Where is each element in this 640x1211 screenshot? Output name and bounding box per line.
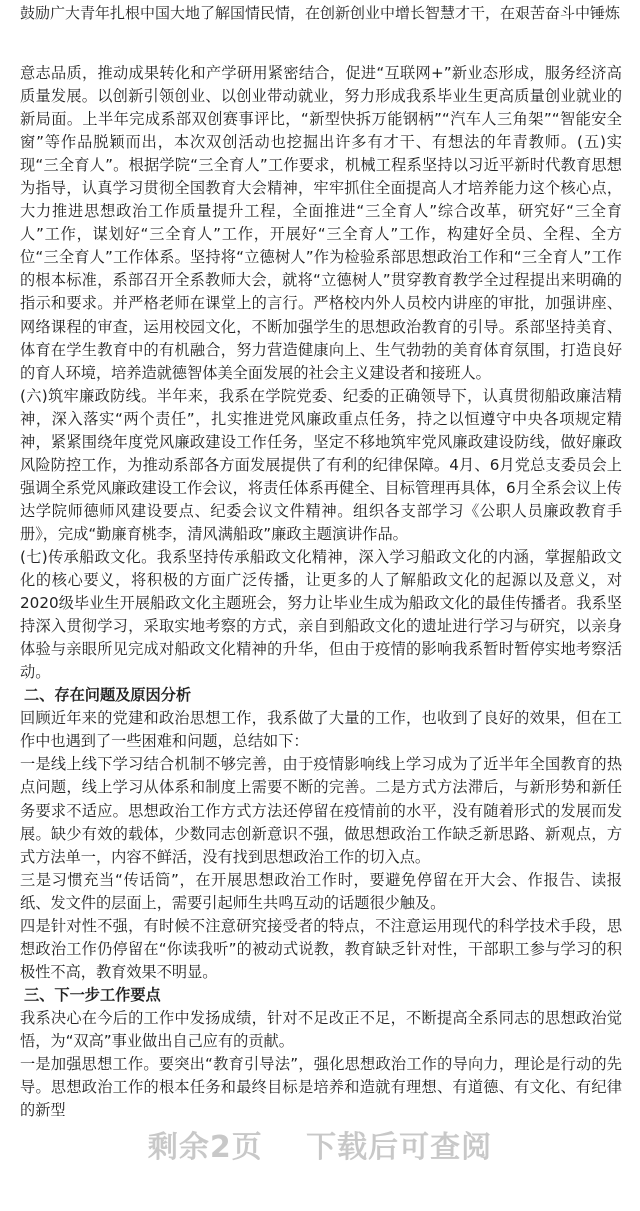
download-hint-label: 下载后可查阅 bbox=[306, 1130, 493, 1165]
document-body bbox=[0, 62, 640, 1122]
paragraph-review-intro: 回顾近年来的党建和政治思想工作，我系做了大量的工作，也收到了良好的效果，但在工作中也遇到了一些困难和问题，总结如下： bbox=[20, 709, 622, 751]
paragraph-shipbuilding-culture: (七)传承船政文化。我系坚持传承船政文化精神，深入学习船政文化的内涵，掌握船政文化的核心要义，将积极的方面广泛传播，让更多的人了解船政文化的起源以及意义，对2020级毕业生开展船政文化主题班会，努力让毕业生成为船政文化的最佳传播者。我系坚持深入贯彻学习，采取实地考察的方式，亲自到船政文化的遗址进行学习与研究，以亲身体验与亲眼所见完成对船政文化精神的升华，但由于疫情的影响我系暂时暂停实地考察活动。 bbox=[20, 547, 622, 682]
paragraph-next-steps-intro: 我系决心在今后的工作中发扬成绩，针对不足改正不足，不断提高全系同志的思想政治觉悟，为“双高”事业做出自己应有的贡献。 bbox=[20, 1008, 622, 1050]
top-snippet-line: 鼓励广大青年扎根中国大地了解国情民情，在创新创业中增长智慧才干，在艰苦奋斗中锤炼 bbox=[20, 4, 621, 22]
download-prompt-banner[interactable] bbox=[0, 1118, 640, 1178]
remaining-pages-label: 剩余2页 bbox=[147, 1130, 263, 1165]
paragraph-problem-three: 三是习惯充当“传话筒”，在开展思想政治工作时，要避免停留在开大会、作报告、读报纸、发文件的层面上，需要引起师生共鸣互动的话题很少触及。 bbox=[20, 870, 622, 912]
paragraph-innovation-and-three-full-education: 意志品质，推动成果转化和产学研用紧密结合，促进“互联网+”新业态形成，服务经济高质量发展。以创新引领创业、以创业带动就业，努力形成我系毕业生更高质量创业就业的新局面。上半年完成系部双创赛事评比，“新型快拆万能钢柄”“汽车人三角架”“智能安全窗”等作品脱颖而出，本次双创活动也挖掘出许多有才干、有想法的年青教师。(五)实现“三全育人”。根据学院“三全育人”工作要求，机械工程系坚持以习近平新时代教育思想为指导，认真学习贯彻全国教育大会精神，牢牢抓住全面提高人才培养能力这个核心点，大力推进思想政治工作质量提升工程，全面推进“三全育人”综合改革，研究好“三全育人”工作，谋划好“三全育人”工作，开展好“三全育人”工作，构建好全员、全程、全方位“三全育人”工作体系。坚持将“立德树人”作为检验系部思想政治工作和“三全育人”工作的根本标准，系部召开全系教师大会，就将“立德树人”贯穿教育教学全过程提出来明确的指示和要求。并严格老师在课堂上的言行。严格校内外人员校内讲座的审批，加强讲座、网络课程的审查，运用校园文化，不断加强学生的思想政治教育的引导。系部坚持美育、体育在学生教育中的有机融合，努力营造健康向上、生气勃勃的美育体育氛围，打造良好的育人环境，培养造就德智体美全面发展的社会主义建设者和接班人。 bbox=[20, 64, 622, 382]
section-heading-problems: 二、存在问题及原因分析 bbox=[24, 686, 192, 705]
paragraph-clean-governance: (六)筑牢廉政防线。半年来，我系在学院党委、纪委的正确领导下，认真贯彻船政廉洁精神，深入落实“两个责任”，扎实推进党风廉政重点任务，持之以恒遵守中央各项规定精神，紧紧围绕年度党风廉政建设工作任务，坚定不移地筑牢党风廉政建设防线，做好廉政风险防控工作，为推动系部各方面发展提供了有利的纪律保障。4月、6月党总支委员会上强调全系党风廉政建设工作会议，将责任体系再健全、目标管理再具体，6月全系会议上传达学院师德师风建设要点、纪委会议文件精神。组织各支部学习《公职人员廉政教育手册》，完成“勤廉育桃李，清风满船政”廉政主题演讲作品。 bbox=[20, 386, 622, 543]
paragraph-next-step-one: 一是加强思想工作。要突出“教育引导法”，强化思想政治工作的导向力，理论是行动的先导。思想政治工作的根本任务和最终目标是培养和造就有理想、有道德、有文化、有纪律的新型 bbox=[20, 1055, 622, 1120]
paragraph-problem-four: 四是针对性不强，有时候不注意研究接受者的特点，不注意运用现代的科学技术手段，思想政治工作仍停留在“你读我听”的被动式说教，教育缺乏针对性，干部职工参与学习的积极性不高，教育效果不明显。 bbox=[20, 916, 622, 981]
section-heading-next-steps: 三、下一步工作要点 bbox=[24, 985, 161, 1004]
paragraph-problem-one-two: 一是线上线下学习结合机制不够完善，由于疫情影响线上学习成为了近半年全国教育的热点问题，线上学习从体系和制度上需要不断的完善。二是方式方法滞后，与新形势和新任务要求不适应。思想政治工作方式方法还停留在疫情前的水平，没有随着形式的发展而发展。缺少有效的载体，少数同志创新意识不强，做思想政治工作缺乏新思路、新观点，方式方法单一，内容不鲜活，没有找到思想政治工作的切入点。 bbox=[20, 755, 622, 866]
